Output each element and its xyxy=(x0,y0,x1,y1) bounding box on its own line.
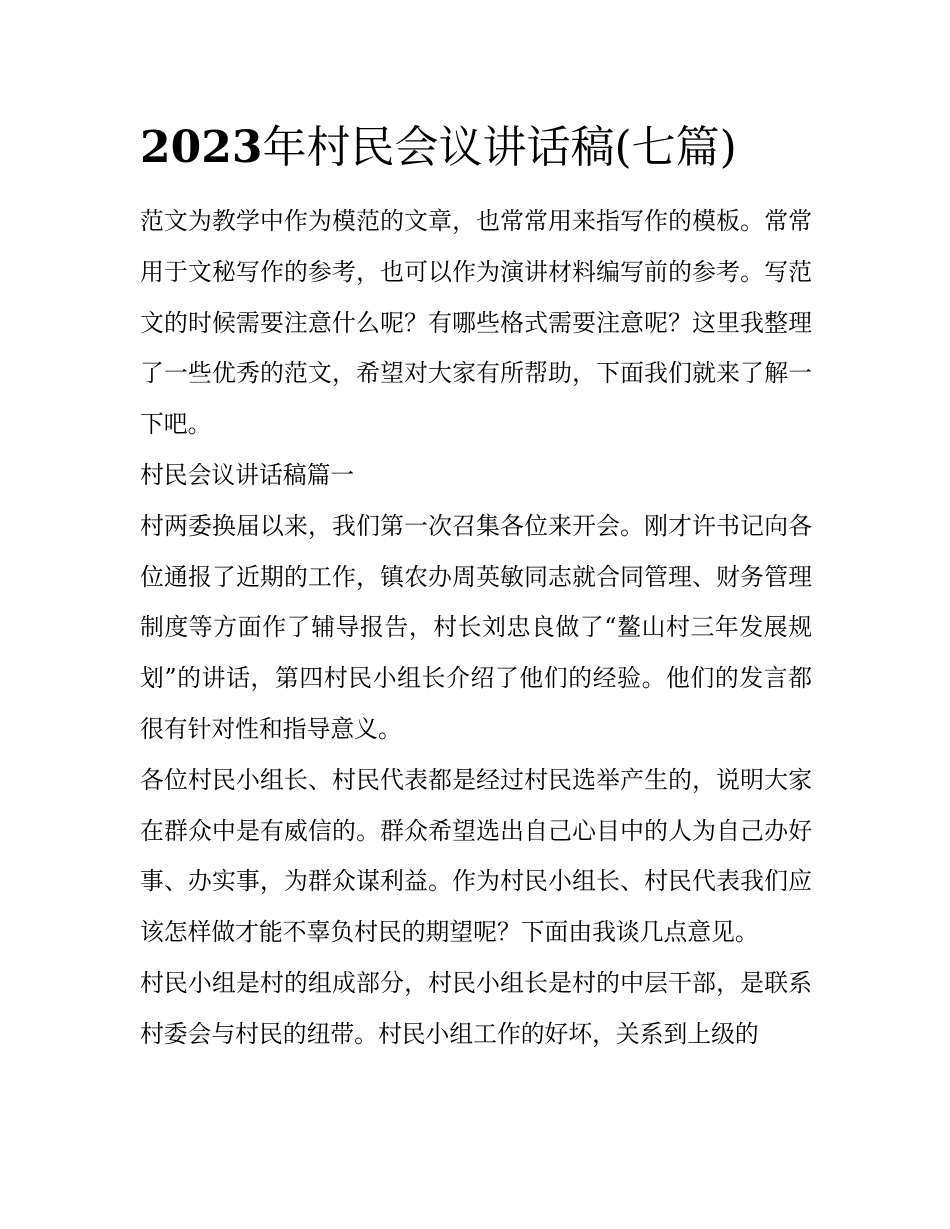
section-heading: 村民会议讲话稿篇一 xyxy=(140,460,355,489)
document-title xyxy=(140,118,840,178)
title-year: 2023 xyxy=(140,122,263,173)
document-body xyxy=(140,196,812,1060)
intro-paragraph: 范文为教学中作为模范的文章，也常常用来指写作的模板。常常用于文秘写作的参考，也可以作为演讲材料编写前的参考。写范文的时候需要注意什么呢？有哪些格式需要注意呢？这里我整理了一些优秀的范文，希望对大家有所帮助，下面我们就来了解一下吧。 xyxy=(140,207,812,439)
body-paragraph: 村民小组是村的组成部分，村民小组长是村的中层干部，是联系村委会与村民的纽带。村民小组工作的好坏，关系到上级的 xyxy=(140,968,812,1048)
body-paragraph: 村两委换届以来，我们第一次召集各位来开会。刚才许书记向各位通报了近期的工作，镇农办周英敏同志就合同管理、财务管理制度等方面作了辅导报告，村长刘忠良做了“鳌山村三年发展规划”的讲话，第四村民小组长介绍了他们的经验。他们的发言都很有针对性和指导意义。 xyxy=(140,511,812,743)
body-paragraph: 各位村民小组长、村民代表都是经过村民选举产生的，说明大家在群众中是有威信的。群众希望选出自己心目中的人为自己办好事、办实事，为群众谋利益。作为村民小组长、村民代表我们应该怎样做才能不辜负村民的期望呢？下面由我谈几点意见。 xyxy=(140,765,812,947)
title-text: 年村民会议讲话稿(七篇) xyxy=(262,122,737,173)
